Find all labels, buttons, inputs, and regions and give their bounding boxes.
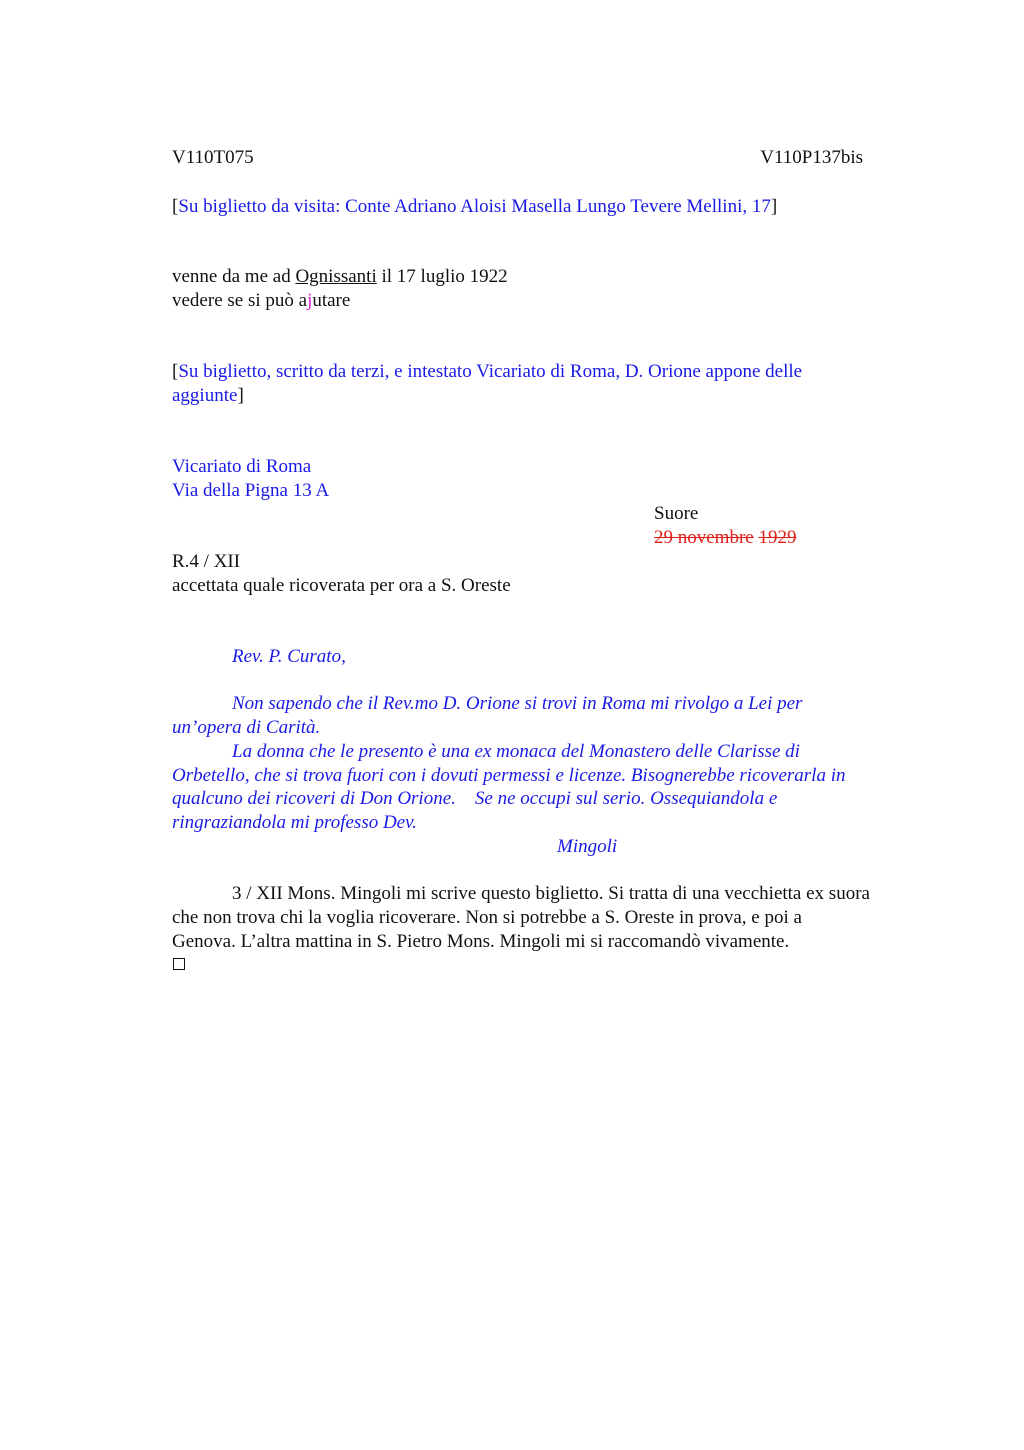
letter-paragraph-1-line-1: Non sapendo che il Rev.mo D. Orione si trovi in Roma mi rivolgo a Lei per (232, 693, 803, 714)
editorial-note-text: aggiunte (172, 385, 238, 406)
letter-paragraph-2-line-2: Orbetello, che si trova fuori con i dovuti permessi e licenze. Bisognerebbe ricoverarla in (172, 765, 846, 786)
handwritten-line-1 (172, 265, 508, 289)
letterhead-line-2: Via della Pigna 13 A (172, 480, 330, 501)
bracket-close: ] (237, 385, 244, 406)
text-span: il 17 luglio 1922 (376, 266, 508, 287)
underlined-word-ognissanti: Ognissanti (295, 266, 377, 287)
letter-salutation: Rev. P. Curato, (232, 646, 346, 667)
annotation-text: accettata quale ricoverata per ora a S. Oreste (172, 575, 511, 596)
highlighted-letter: j (307, 290, 313, 311)
bracket-open: [ (172, 196, 179, 217)
letter-paragraph-2-line-4: ringraziandola mi professo Dev. (172, 812, 417, 833)
side-note-date (654, 526, 796, 550)
end-marker-box-icon (173, 958, 185, 970)
letter-paragraph-2-line-1: La donna che le presento è una ex monaca del Monastero delle Clarisse di (232, 741, 800, 762)
annotation-ref: R.4 / XII (172, 551, 241, 572)
editorial-note-ticket-line-1 (172, 360, 802, 384)
text-span: venne da me ad (172, 266, 296, 287)
letterhead-line-1: Vicariato di Roma (172, 456, 312, 477)
bracket-close: ] (770, 196, 778, 217)
document-code-left: V110T075 (172, 147, 254, 168)
document-code-right: V110P137bis (760, 147, 863, 168)
text-span: vedere se si può a (172, 290, 308, 311)
letter-paragraph-2-line-3: qualcuno dei ricoveri di Don Orione. Se ne occupi sul serio. Ossequiandola e (172, 788, 778, 809)
comment-line-1: 3 / XII Mons. Mingoli mi scrive questo biglietto. Si tratta di una vecchietta ex suora (232, 883, 870, 904)
comment-line-3: Genova. L’altra mattina in S. Pietro Mons. Mingoli mi si raccomandò vivamente. (172, 931, 790, 952)
text-span: utare (312, 290, 351, 311)
editorial-note-text: Su biglietto da visita: Conte Adriano Aloisi Masella Lungo Tevere Mellini, 17 (178, 196, 771, 217)
comment-line-2: che non trova chi la voglia ricoverare. Non si potrebbe a S. Oreste in prova, e poi a (172, 907, 802, 928)
letter-signature: Mingoli (557, 836, 618, 857)
editorial-note-visiting-card (172, 195, 777, 219)
struck-year: 1929 (758, 527, 797, 548)
editorial-note-text: Su biglietto, scritto da terzi, e intestato Vicariato di Roma, D. Orione appone delle (178, 361, 803, 382)
bracket-open: [ (172, 361, 179, 382)
letter-paragraph-1-line-2: un’opera di Carità. (172, 717, 321, 738)
struck-date: 29 novembre (654, 527, 754, 548)
editorial-note-ticket-line-2 (172, 384, 244, 408)
handwritten-line-2 (172, 289, 350, 313)
side-note-label: Suore (654, 503, 699, 524)
